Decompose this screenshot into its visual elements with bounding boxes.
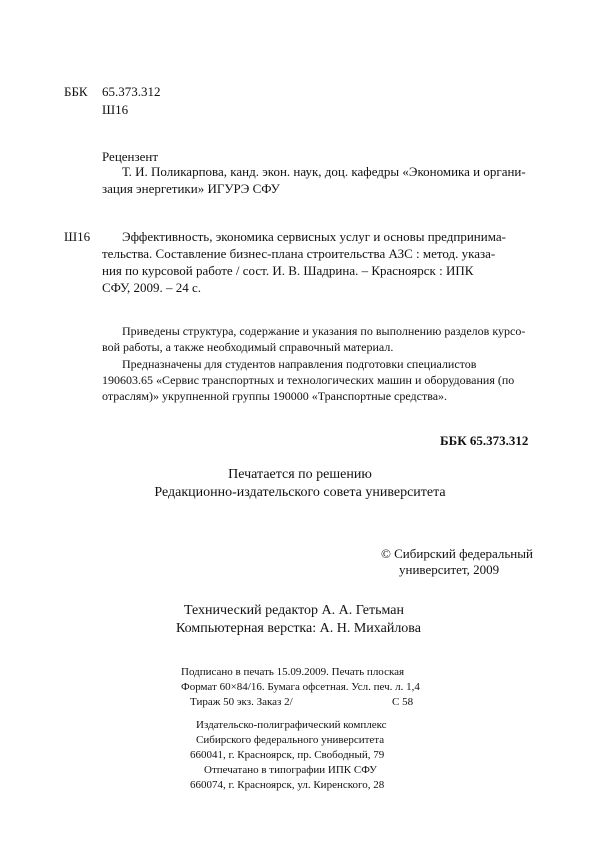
- decision-line-1: Печатается по решению: [228, 467, 372, 482]
- annotation-p1-line-2: вой работы, а также необходимый справочный материал.: [102, 340, 394, 354]
- print-info-line-1: Подписано в печать 15.09.2009. Печать плоская: [181, 666, 405, 678]
- publisher-line-5: 660074, г. Красноярск, ул. Киренского, 28: [190, 779, 385, 791]
- entry-line-3: ния по курсовой работе / сост. И. В. Шадрина. – Красноярск : ИПК: [102, 263, 474, 278]
- author-mark-top: Ш16: [102, 102, 129, 117]
- staff-technical-editor: Технический редактор А. А. Гетьман: [184, 603, 404, 618]
- copyright-line-2: университет, 2009: [399, 562, 500, 577]
- print-info-line-3b: С 58: [392, 696, 414, 708]
- entry-mark: Ш16: [64, 229, 91, 244]
- reviewer-line-2: зация энергетики» ИГУРЭ СФУ: [102, 181, 280, 196]
- bbk-label-top: ББК: [64, 84, 88, 99]
- publisher-line-4: Отпечатано в типографии ИПК СФУ: [204, 764, 377, 776]
- annotation-p2-line-3: отраслям)» укрупненной группы 190000 «Транспортные средства».: [102, 389, 448, 403]
- copyright-line-1: © Сибирский федеральный: [381, 546, 533, 561]
- print-info-line-2: Формат 60×84/16. Бумага офсетная. Усл. печ. л. 1,4: [181, 681, 420, 693]
- entry-line-1: Эффективность, экономика сервисных услуг и основы предпринима-: [122, 229, 506, 244]
- staff-layout: Компьютерная верстка: А. Н. Михайлова: [176, 621, 421, 636]
- publisher-line-2: Сибирского федерального университета: [196, 734, 385, 746]
- publisher-line-1: Издательско-полиграфический комплекс: [196, 719, 387, 731]
- annotation-p2-line-1: Предназначены для студентов направления подготовки специалистов: [122, 357, 477, 371]
- reviewer-line-1: Т. И. Поликарпова, канд. экон. наук, доц. кафедры «Экономика и органи-: [122, 164, 526, 179]
- reviewer-heading: Рецензент: [102, 149, 159, 164]
- publisher-line-3: 660041, г. Красноярск, пр. Свободный, 79: [190, 749, 385, 761]
- decision-line-2: Редакционно-издательского совета университета: [154, 485, 446, 500]
- annotation-p1-line-1: Приведены структура, содержание и указания по выполнению разделов курсо-: [122, 324, 526, 338]
- annotation-p2-line-2: 190603.65 «Сервис транспортных и технологических машин и оборудования (по: [102, 373, 515, 387]
- entry-line-4: СФУ, 2009. – 24 с.: [102, 280, 202, 295]
- entry-line-2: тельства. Составление бизнес-плана строительства АЗС : метод. указа-: [102, 246, 496, 261]
- print-info-line-3a: Тираж 50 экз. Заказ 2/: [190, 696, 293, 708]
- bbk-bottom: ББК 65.373.312: [440, 433, 529, 448]
- bbk-code-top: 65.373.312: [102, 84, 161, 99]
